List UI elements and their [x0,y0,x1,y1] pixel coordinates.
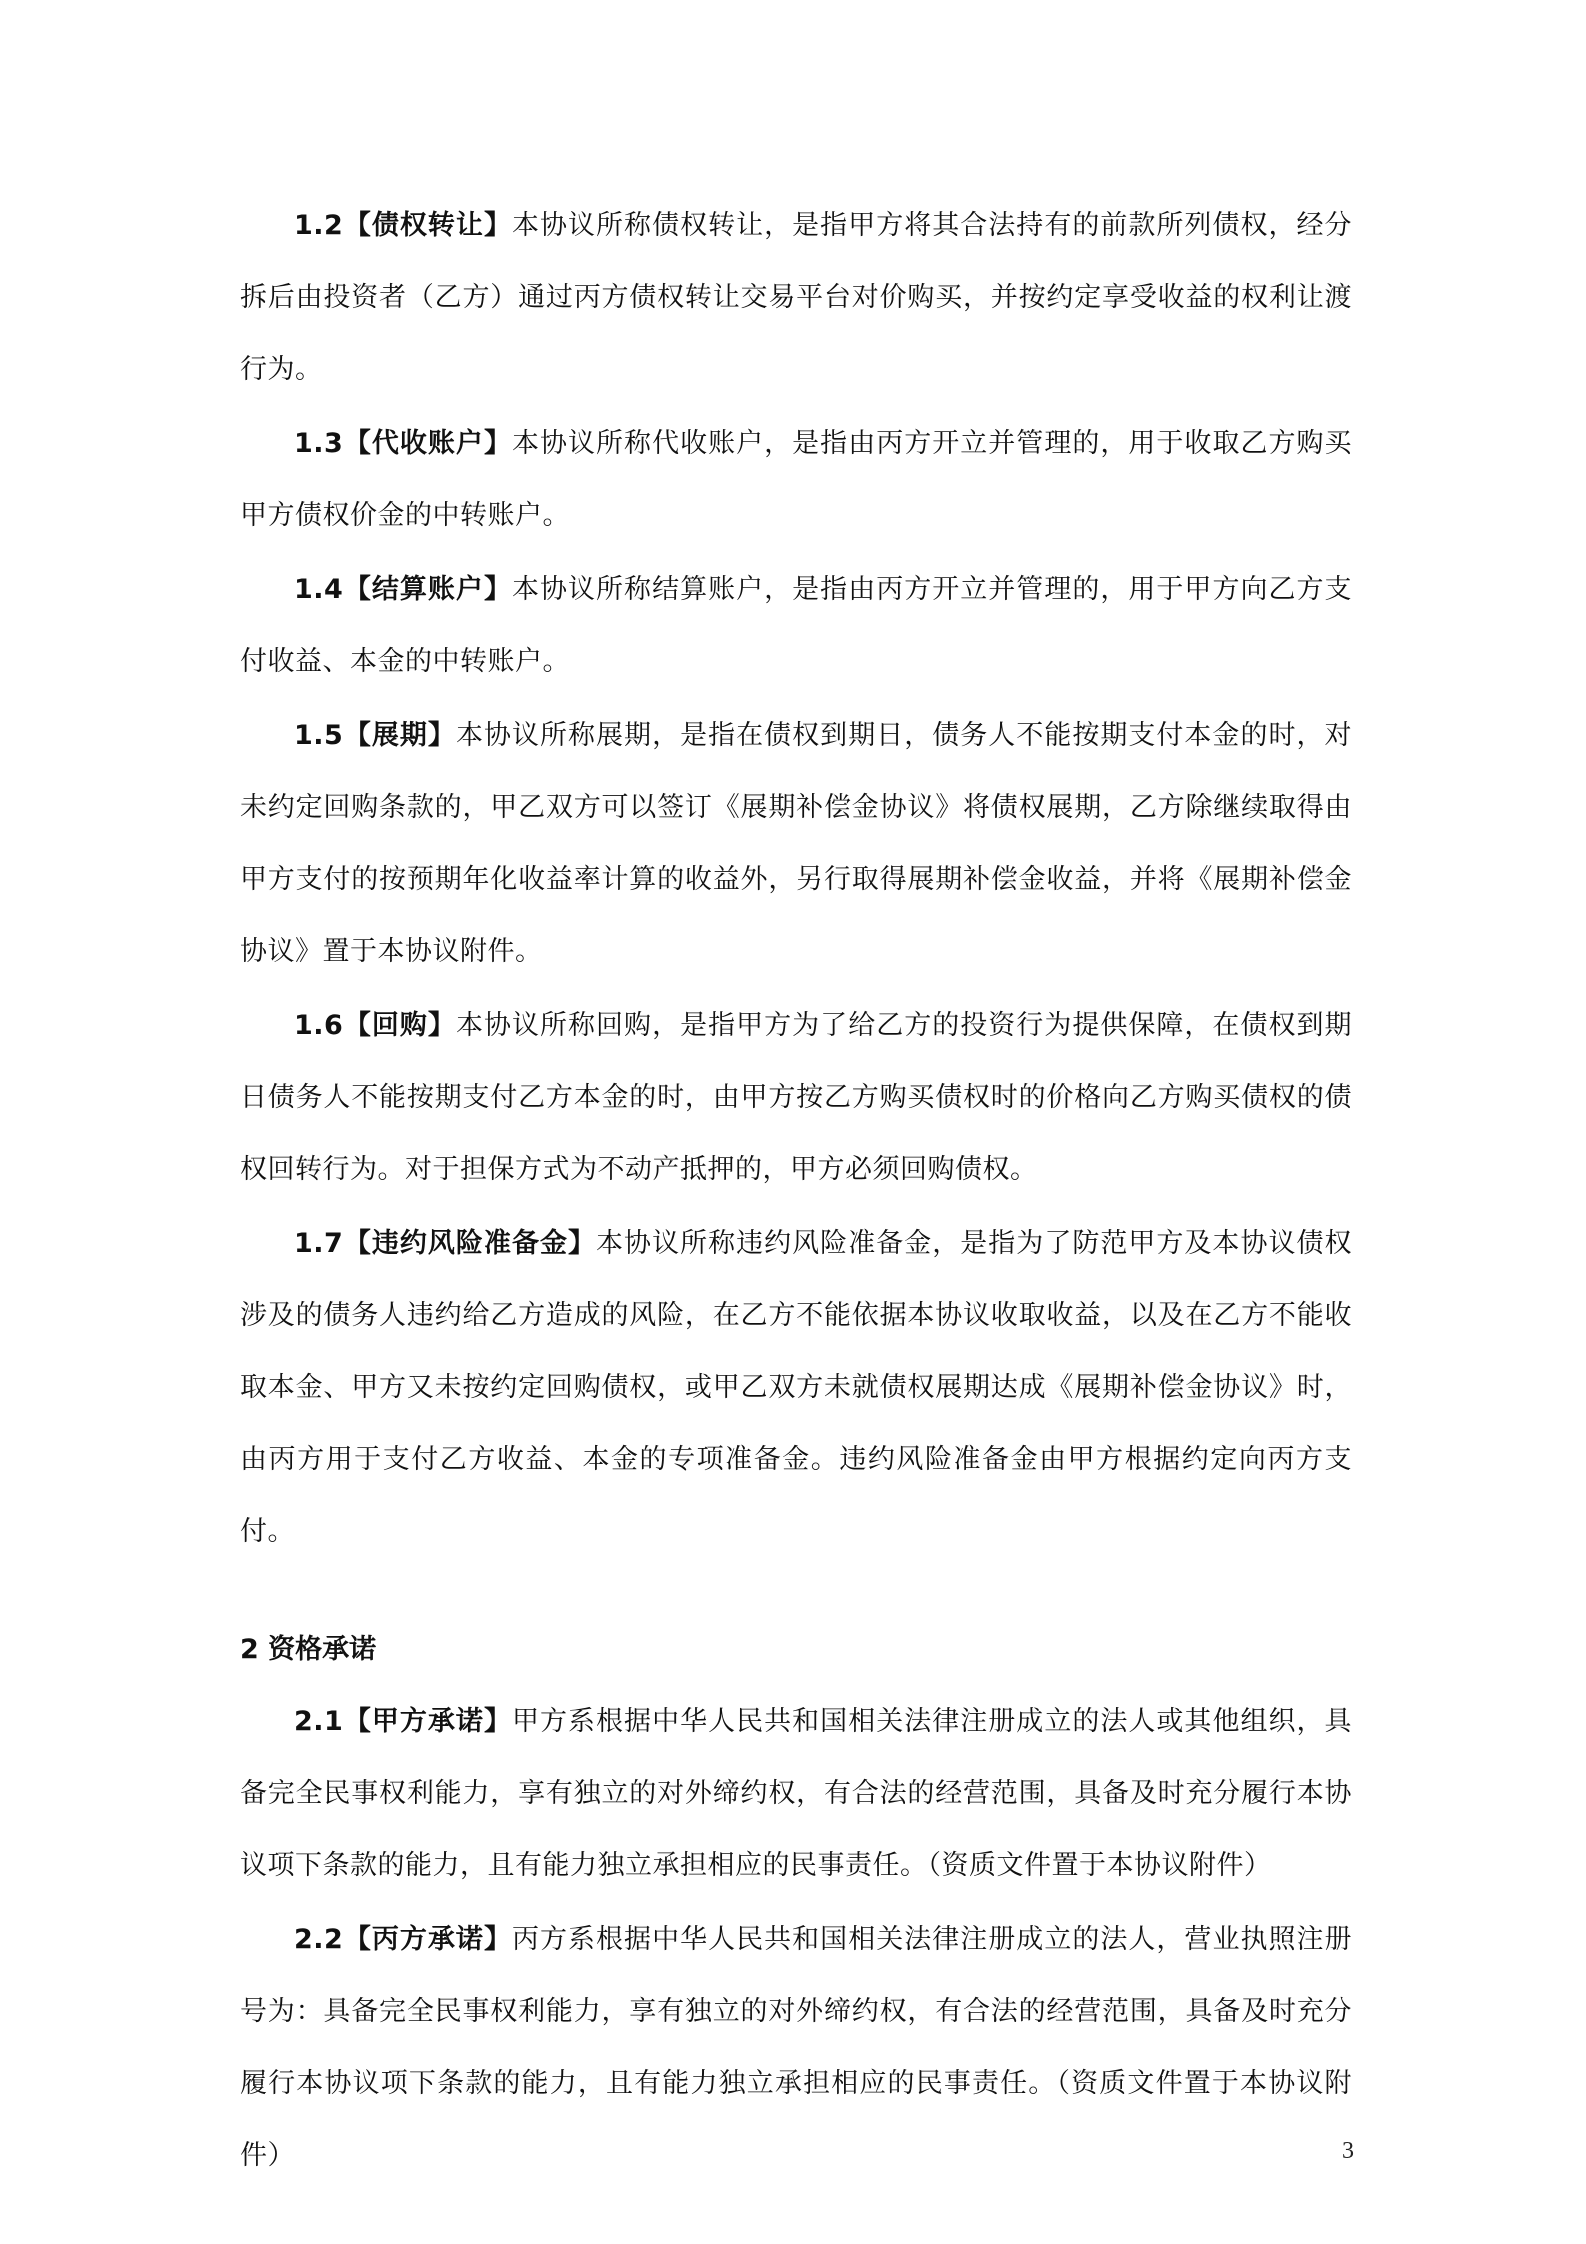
clause-1-6 [240,990,1352,1206]
clause-term: 【甲方承诺】 [343,1706,512,1737]
clause-2-2 [240,1904,1352,2192]
clause-term: 【丙方承诺】 [343,1924,512,1955]
clause-term: 【结算账户】 [343,574,512,605]
page-content [240,190,1352,2192]
clause-term: 【违约风险准备金】 [343,1228,597,1259]
clause-term: 【代收账户】 [343,428,512,459]
clause-text: 丙方系根据中华人民共和国相关法律注册成立的法人，营业执照注册号为：具备完全民事权利能力，享有独立的对外缔约权，有合法的经营范围，具备及时充分履行本协议项下条款的能力，且有能力独立承担相应的民事责任。（资质文件置于本协议附件） [240,1924,1353,2171]
clause-term: 【回购】 [343,1010,456,1041]
clause-term: 【展期】 [343,720,456,751]
clause-number: 1.7 [294,1228,344,1259]
clause-number: 1.3 [294,428,344,459]
clause-number: 2.1 [294,1706,344,1737]
clause-text: 本协议所称违约风险准备金，是指为了防范甲方及本协议债权涉及的债务人违约给乙方造成的风险，在乙方不能依据本协议收取收益，以及在乙方不能收取本金、甲方又未按约定回购债权，或甲乙双方未就债权展期达成《展期补偿金协议》时，由丙方用于支付乙方收益、本金的专项准备金。违约风险准备金由甲方根据约定向丙方支付。 [240,1228,1353,1547]
clause-1-4 [240,554,1352,698]
clause-1-7 [240,1208,1352,1568]
page-number: 3 [1342,2138,1354,2164]
clause-text: 甲方系根据中华人民共和国相关法律注册成立的法人或其他组织，具备完全民事权利能力，享有独立的对外缔约权，有合法的经营范围，具备及时充分履行本协议项下条款的能力，且有能力独立承担相应的民事责任。（资质文件置于本协议附件） [240,1706,1353,1881]
clause-number: 1.4 [294,574,344,605]
clause-number: 2.2 [294,1924,344,1955]
clause-number: 1.6 [294,1010,344,1041]
clause-text: 本协议所称结算账户，是指由丙方开立并管理的，用于甲方向乙方支付收益、本金的中转账户。 [240,574,1353,677]
clause-1-3 [240,408,1352,552]
clause-1-5 [240,700,1352,988]
section-heading: 2 资格承诺 [240,1634,377,1665]
clause-number: 1.2 [294,210,344,241]
clause-number: 1.5 [294,720,344,751]
clause-1-2 [240,190,1352,406]
clause-text: 本协议所称展期，是指在债权到期日，债务人不能按期支付本金的时，对未约定回购条款的，甲乙双方可以签订《展期补偿金协议》将债权展期，乙方除继续取得由甲方支付的按预期年化收益率计算的收益外，另行取得展期补偿金收益，并将《展期补偿金协议》置于本协议附件。 [240,720,1353,967]
clause-2-1 [240,1686,1352,1902]
clause-term: 【债权转让】 [343,210,512,241]
clause-text: 本协议所称代收账户，是指由丙方开立并管理的，用于收取乙方购买甲方债权价金的中转账户。 [240,428,1353,531]
clause-text: 本协议所称债权转让，是指甲方将其合法持有的前款所列债权，经分拆后由投资者（乙方）通过丙方债权转让交易平台对价购买，并按约定享受收益的权利让渡行为。 [240,210,1353,385]
clause-text: 本协议所称回购，是指甲方为了给乙方的投资行为提供保障，在债权到期日债务人不能按期支付乙方本金的时，由甲方按乙方购买债权时的价格向乙方购买债权的债权回转行为。对于担保方式为不动产抵押的，甲方必须回购债权。 [240,1010,1353,1185]
